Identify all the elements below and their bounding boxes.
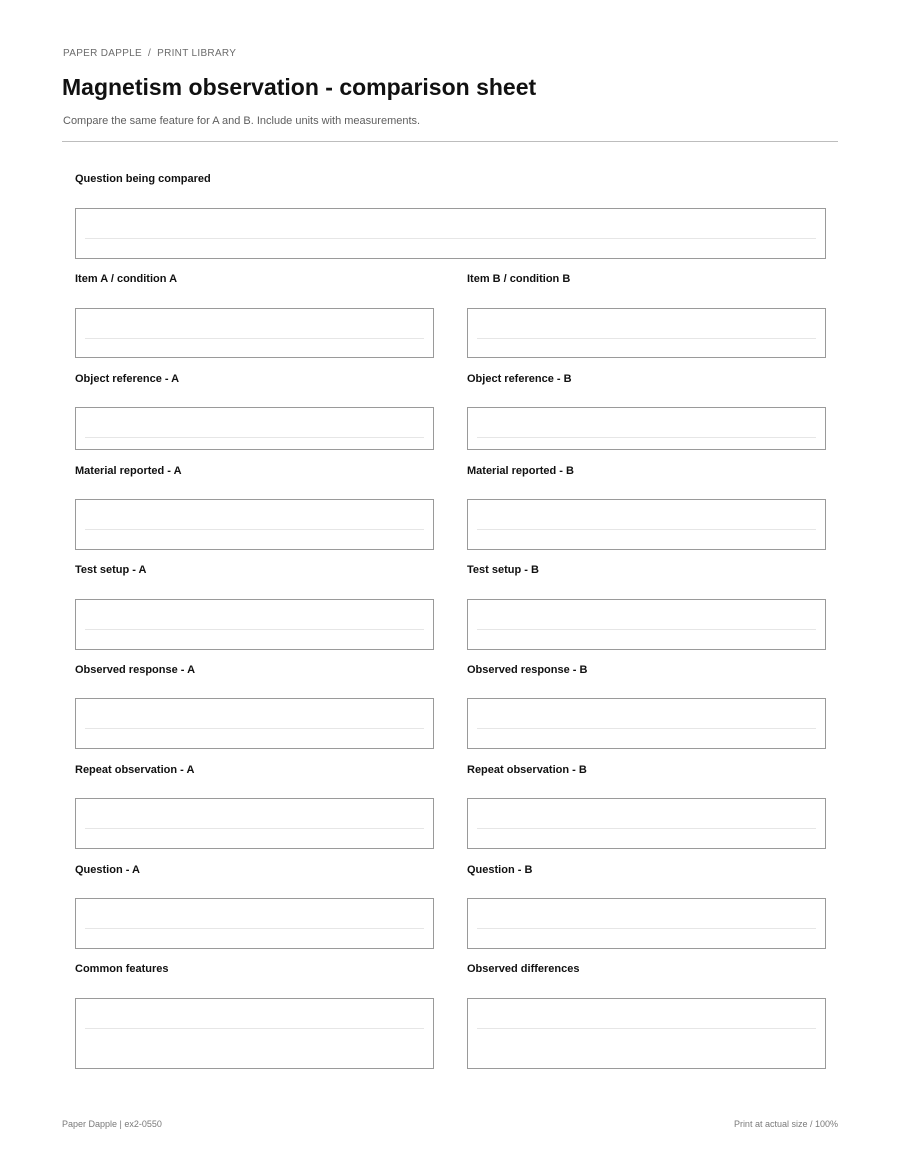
question-b-field[interactable]: [467, 898, 826, 949]
material-reported-a-label: Material reported - A: [75, 465, 182, 477]
common-features-field[interactable]: [75, 998, 434, 1069]
material-reported-b-field[interactable]: [467, 499, 826, 550]
repeat-observation-a-field[interactable]: [75, 798, 434, 849]
item-a-label: Item A / condition A: [75, 273, 178, 285]
breadcrumb-section[interactable]: PRINT LIBRARY: [157, 48, 237, 59]
repeat-observation-a-label: Repeat observation - A: [75, 764, 195, 776]
footer-document-id: Paper Dapple | ex2-0550: [62, 1119, 162, 1129]
material-reported-a-field[interactable]: [75, 499, 434, 550]
observed-response-a-label: Observed response - A: [75, 664, 196, 676]
breadcrumb-separator: /: [148, 48, 152, 59]
test-setup-a-label: Test setup - A: [75, 564, 147, 576]
breadcrumb-brand[interactable]: PAPER DAPPLE: [63, 48, 143, 59]
question-a-label: Question - A: [75, 864, 140, 876]
page-subtitle: Compare the same feature for A and B. Include units with measurements.: [63, 115, 421, 127]
question-b-label: Question - B: [467, 864, 533, 876]
question-compared-label: Question being compared: [75, 173, 211, 185]
object-reference-b-label: Object reference - B: [467, 373, 572, 385]
repeat-observation-b-label: Repeat observation - B: [467, 764, 587, 776]
item-b-label: Item B / condition B: [467, 273, 571, 285]
item-b-field[interactable]: [467, 308, 826, 358]
repeat-observation-b-field[interactable]: [467, 798, 826, 849]
question-compared-field[interactable]: [75, 208, 826, 259]
page-title: Magnetism observation - comparison sheet: [62, 74, 537, 100]
test-setup-b-field[interactable]: [467, 599, 826, 650]
common-features-label: Common features: [75, 963, 169, 975]
object-reference-b-field[interactable]: [467, 407, 826, 450]
breadcrumb: [63, 48, 236, 59]
observed-response-b-field[interactable]: [467, 698, 826, 749]
observed-differences-label: Observed differences: [467, 963, 580, 975]
observed-differences-field[interactable]: [467, 998, 826, 1069]
item-a-field[interactable]: [75, 308, 434, 358]
observed-response-a-field[interactable]: [75, 698, 434, 749]
object-reference-a-label: Object reference - A: [75, 373, 180, 385]
header-divider: [62, 141, 838, 142]
test-setup-a-field[interactable]: [75, 599, 434, 650]
footer-print-note: Print at actual size / 100%: [733, 1119, 838, 1129]
object-reference-a-field[interactable]: [75, 407, 434, 450]
test-setup-b-label: Test setup - B: [467, 564, 539, 576]
material-reported-b-label: Material reported - B: [467, 465, 574, 477]
question-a-field[interactable]: [75, 898, 434, 949]
observed-response-b-label: Observed response - B: [467, 664, 588, 676]
